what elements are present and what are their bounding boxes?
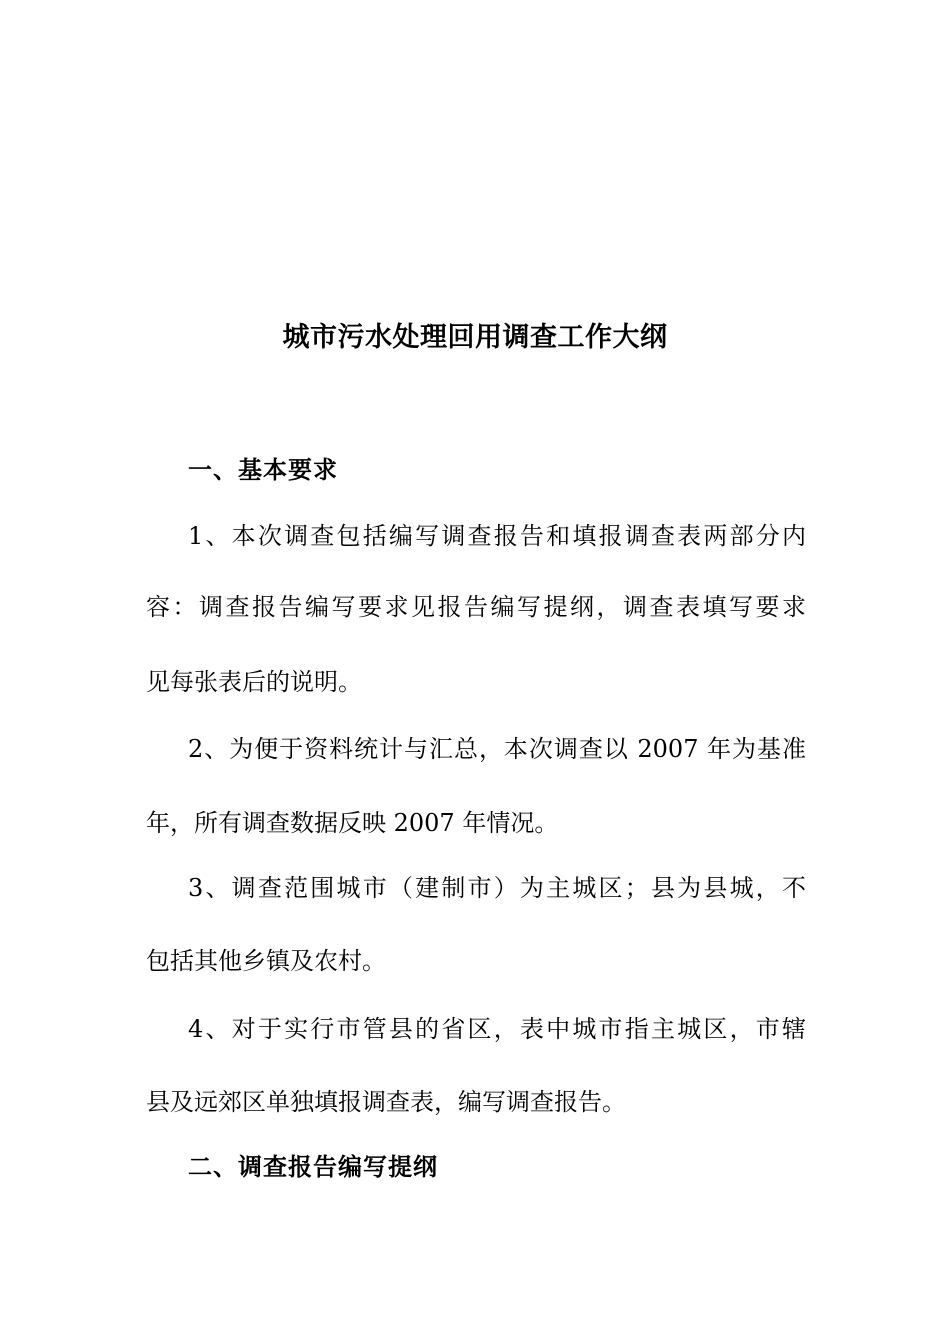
section-heading-report-outline: 二、调查报告编写提纲 xyxy=(188,1153,438,1181)
paragraph-line: 见每张表后的说明。 xyxy=(146,668,362,696)
document-title: 城市污水处理回用调查工作大纲 xyxy=(282,322,668,353)
paragraph-line: 1、本次调查包括编写调查报告和填报调查表两部分内 xyxy=(188,522,806,550)
paragraph-line: 3、调查范围城市（建制市）为主城区；县为县城，不 xyxy=(188,874,806,902)
paragraph-line: 包括其他乡镇及农村。 xyxy=(146,947,386,975)
paragraph-line: 容：调查报告编写要求见报告编写提纲，调查表填写要求 xyxy=(146,593,806,621)
paragraph-line: 县及远郊区单独填报调查表，编写调查报告。 xyxy=(146,1088,626,1116)
paragraph-line: 2、为便于资料统计与汇总，本次调查以 2007 年为基准 xyxy=(188,735,806,763)
paragraph-line: 4、对于实行市管县的省区，表中城市指主城区，市辖 xyxy=(188,1015,806,1043)
section-heading-basic-requirements: 一、基本要求 xyxy=(188,456,338,484)
paragraph-line: 年，所有调查数据反映 2007 年情况。 xyxy=(146,809,559,837)
